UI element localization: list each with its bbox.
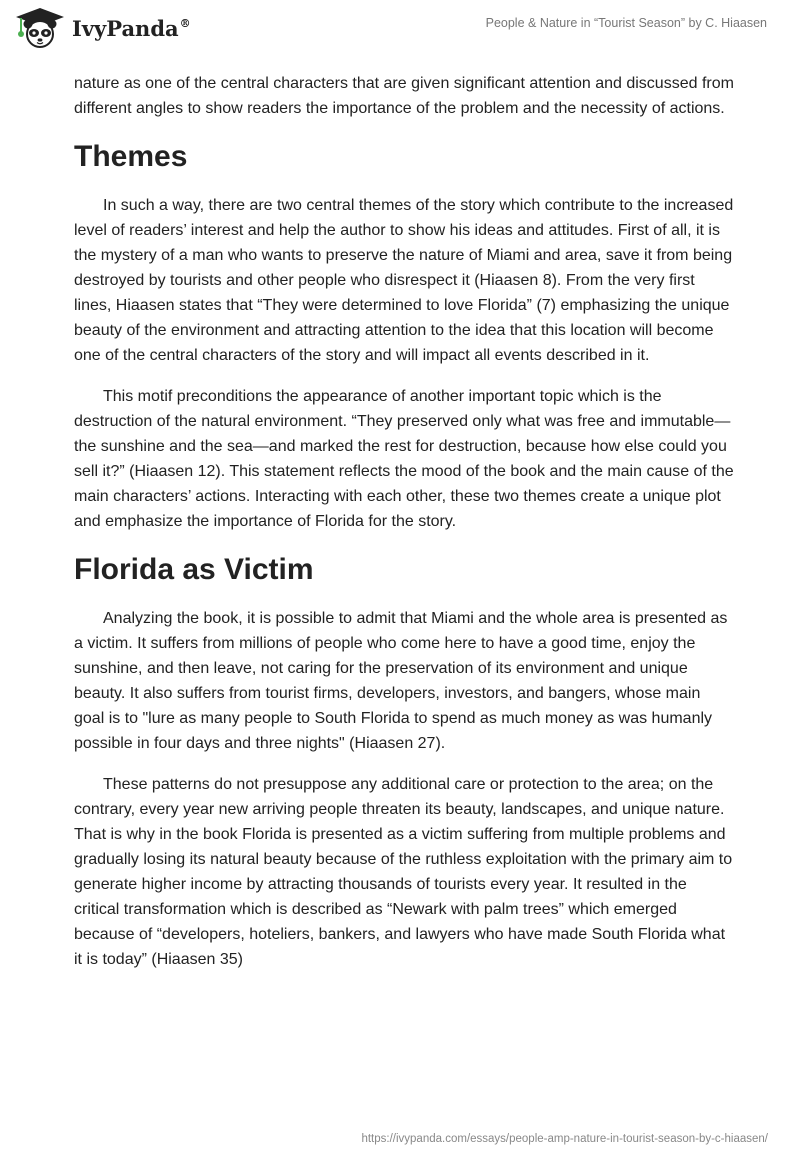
- essay-body: [74, 71, 734, 988]
- running-title: People & Nature in “Tourist Season” by C. Hiaasen: [485, 16, 767, 30]
- paragraph: These patterns do not presuppose any additional care or protection to the area; on the contrary, every year new arriving people threaten its beauty, landscapes, and unique nature. That is why in the book Florida is presented as a victim suffering from multiple problems and gradually losing its natural beauty because of the ruthless exploitation with the primary aim to generate higher income by attracting thousands of tourists every year. It resulted in the critical transformation which is described as “Newark with palm trees” which emerged because of “developers, hoteliers, bankers, and lawyers who have made South Florida what it is today” (Hiaasen 35): [74, 776, 733, 968]
- section-heading-florida-as-victim: Florida as Victim: [74, 553, 314, 586]
- intro-continuation: nature as one of the central characters that are given significant attention and discussed from different angles to show readers the importance of the problem and the necessity of actions.: [74, 75, 734, 117]
- paragraph: This motif preconditions the appearance of another important topic which is the destruction of the natural environment. “They preserved only what was free and immutable—the sunshine and the sea—and marked the rest for destruction, because how else could you sell it?” (Hiaasen 12). This statement reflects the mood of the book and the main cause of the main characters’ actions. Interacting with each other, these two themes create a unique plot and emphasize the importance of Florida for the story.: [74, 388, 734, 530]
- paragraph: In such a way, there are two central themes of the story which contribute to the increased level of readers’ interest and help the author to show his ideas and attitudes. First of all, it is the mystery of a man who wants to preserve the nature of Miami and area, save it from being destroyed by tourists and other people who disrespect it (Hiaasen 8). From the very first lines, Hiaasen states that “They were determined to love Florida” (7) emphasizing the unique beauty of the environment and attracting attention to the idea that this location will become one of the central characters of the story and will impact all events described in it.: [74, 197, 734, 364]
- section-heading-themes: Themes: [74, 140, 188, 173]
- paragraph: Analyzing the book, it is possible to admit that Miami and the whole area is presented as a victim. It suffers from millions of people who come here to have a good time, enjoy the sunshine, and then leave, not caring for the preservation of its environment and unique beauty. It also suffers from tourist firms, developers, investors, and bangers, whose main goal is to "lure as many people to South Florida to spend as much money as was humanly possible in four days and three nights" (Hiaasen 27).: [74, 610, 728, 752]
- brand-name: IvyPanda®: [72, 15, 191, 41]
- ivypanda-logo[interactable]: [14, 6, 191, 50]
- source-url[interactable]: https://ivypanda.com/essays/people-amp-nature-in-tourist-season-by-c-hiaasen/: [361, 1133, 768, 1145]
- page-header: [0, 0, 800, 60]
- panda-graduate-icon: [14, 6, 66, 50]
